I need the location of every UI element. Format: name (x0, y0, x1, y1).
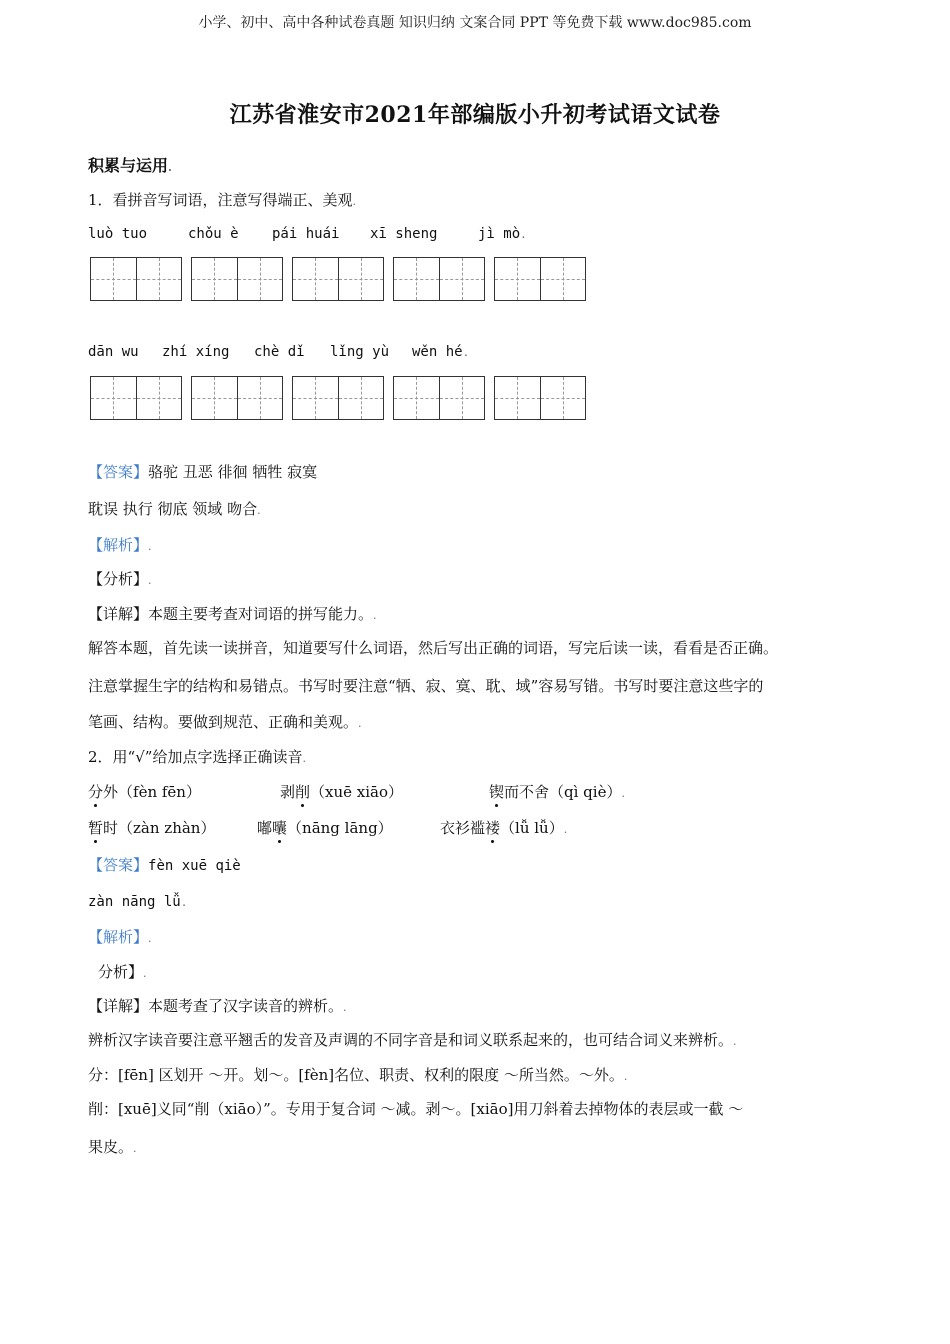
q2-answer-line-2: zàn nāng lǚ. (88, 894, 188, 910)
q1-explanation-2: 注意掌握生字的结构和易错点。书写时要注意“牺、寂、寞、耽、域”容易写错。书写时要注意这些字的 (88, 677, 764, 695)
q1-pinyin-row-2: dān wu zhí xíng chè dǐ lǐng yù wěn hé. (88, 344, 470, 360)
pinyin: zhí xíng (162, 344, 230, 360)
q2-item: 暂时（zàn zhàn） (88, 819, 216, 837)
site-header: 小学、初中、高中各种试卷真题 知识归纳 文案合同 PPT 等免费下载 www.doc985.com (198, 15, 752, 31)
page-title: 江苏省淮安市2021年部编版小升初考试语文试卷 (229, 102, 721, 128)
pinyin: wěn hé (412, 344, 463, 360)
q1-stem: 1．看拼音写词语，注意写得端正、美观. (88, 191, 357, 209)
q2-jiexi: 【解析】. (88, 928, 152, 946)
q2-item: 衣衫褴褛（lǚ lǚ）. (440, 819, 568, 837)
answer-box[interactable] (494, 376, 586, 420)
q1-fenxi: 【分析】. (88, 570, 152, 588)
pinyin: jì mò (478, 226, 521, 242)
answer-box[interactable] (191, 376, 283, 420)
answer-box[interactable] (292, 376, 384, 420)
answer-box[interactable] (90, 376, 182, 420)
q2-stem: 2．用“√”给加点字选择正确读音. (88, 748, 306, 766)
pinyin: xī sheng (370, 226, 438, 242)
q1-jiexi: 【解析】. (88, 536, 152, 554)
pinyin: chǒu è (188, 226, 239, 242)
q2-answer: 【答案】fèn xuē qiè (88, 856, 241, 874)
pinyin: dān wu (88, 344, 139, 360)
q2-explanation-1: 辨析汉字读音要注意平翘舌的发音及声调的不同字音是和词义联系起来的，也可结合词义来辨析。. (88, 1031, 737, 1049)
q2-item: 剥削（xuē xiāo） (280, 783, 404, 801)
q1-detail: 【详解】本题主要考查对词语的拼写能力。. (88, 605, 377, 623)
pinyin: chè dǐ (254, 344, 305, 360)
q1-pinyin-row-1: luò tuo chǒu è pái huái xī sheng jì mò. (88, 226, 527, 242)
q2-item: 锲而不舍（qì qiè）. (489, 783, 625, 801)
answer-box[interactable] (393, 376, 485, 420)
q1-writing-grid-row-2 (90, 376, 595, 422)
pinyin: pái huái (272, 226, 340, 242)
q2-item: 分外（fèn fēn） (88, 783, 201, 801)
answer-box[interactable] (393, 257, 485, 301)
pinyin: luò tuo (88, 226, 148, 242)
q1-writing-grid-row-1 (90, 257, 595, 303)
q2-detail: 【详解】本题考查了汉字读音的辨析。. (88, 997, 347, 1015)
q1-explanation-1: 解答本题，首先读一读拼音，知道要写什么词语，然后写出正确的词语，写完后读一读，看看是否正确。 (88, 639, 779, 657)
answer-box[interactable] (191, 257, 283, 301)
q2-explanation-2: 分：[fēn] 区划开 ～开。划～。[fèn]名位、职责、权利的限度 ～所当然。～外。. (88, 1066, 628, 1084)
pinyin: lǐng yù (330, 344, 390, 360)
answer-box[interactable] (494, 257, 586, 301)
answer-box[interactable] (292, 257, 384, 301)
q1-explanation-3: 笔画、结构。要做到规范、正确和美观。. (88, 713, 362, 731)
q2-fenxi: 分析】. (98, 963, 147, 981)
q1-answer-line-2: 耽误 执行 彻底 领域 吻合. (88, 500, 261, 518)
q2-explanation-4: 果皮。. (88, 1138, 137, 1156)
q1-answer: 【答案】骆驼 丑恶 徘徊 牺牲 寂寞 (88, 463, 318, 481)
section-heading: 积累与运用. (88, 156, 172, 175)
q2-explanation-3: 削：[xuē]义同“削（xiāo）”。专用于复合词 ～减。剥～。[xiāo]用刀斜着去掉物体的表层或一截 ～ (88, 1100, 744, 1118)
q2-item: 嘟囔（nāng lāng） (257, 819, 393, 837)
answer-box[interactable] (90, 257, 182, 301)
